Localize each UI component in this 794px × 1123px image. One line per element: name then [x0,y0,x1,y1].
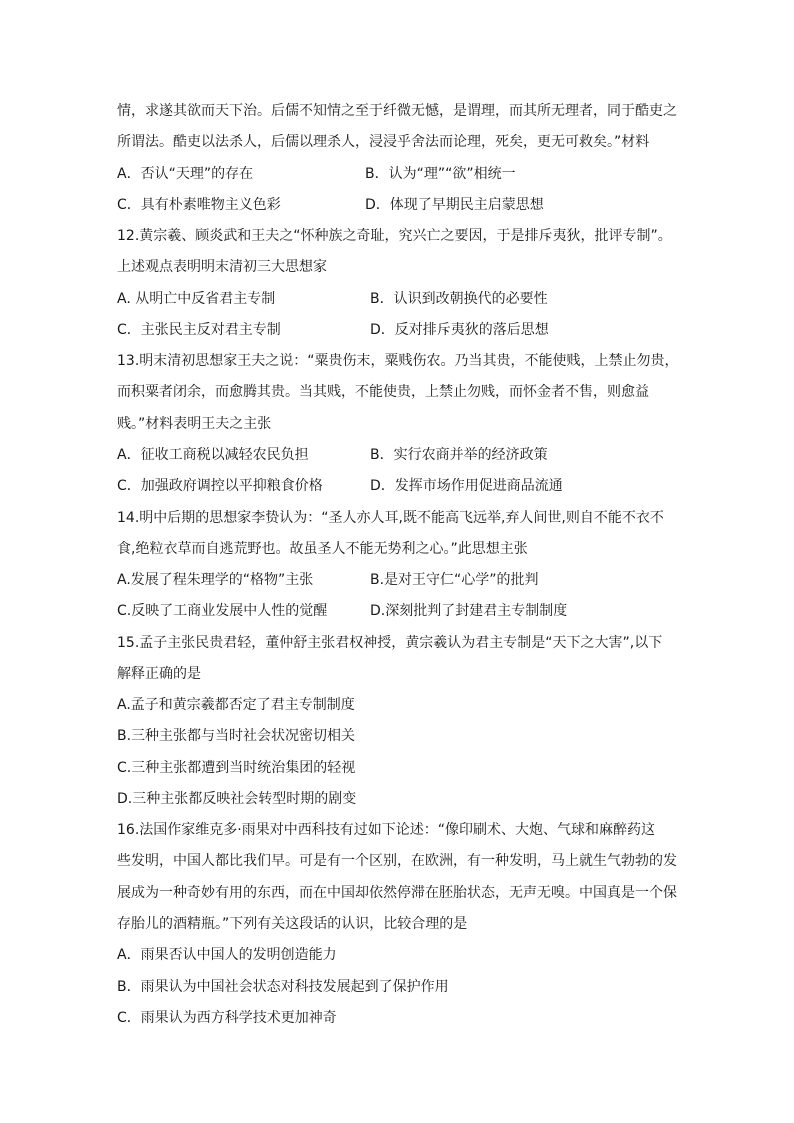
question-13-stem: 而积粟者闭余，而愈腾其贵。当其贱，不能使贵，上禁止勿贱，而怀金者不售，则愈益 [117,384,649,400]
option-c: C．加强政府调控以平抑粮食价格 [117,478,323,494]
question-13-stem: 贱。”材料表明王夫之主张 [117,416,272,432]
question-16-stem: 16.法国作家维克多·雨果对中西科技有过如下论述：“像印刷术、大炮、气球和麻醉药这 [117,822,655,838]
option-c: C．雨果认为西方科学技术更加神奇 [117,1010,337,1026]
option-b: B．认为“理”“欲”相统一 [365,166,516,182]
question-15-stem: 解释正确的是 [117,666,201,682]
option-a: A.孟子和黄宗羲都否定了君主专制制度 [117,697,355,713]
option-c: C．具有朴素唯物主义色彩 [117,197,281,213]
question-14-stem: 食,绝粒衣草而自逃荒野也。故虽圣人不能无势利之心。”此思想主张 [117,541,528,557]
question-16-stem: 些发明，中国人都比我们早。可是有一个区别，在欧洲，有一种发明，马上就生气勃勃的发 [117,853,677,869]
option-d: D.深刻批判了封建君主专制制度 [370,603,568,619]
question-14-stem: 14.明中后期的思想家李贽认为：“圣人亦人耳,既不能高飞远举,弃人间世,则自不能不衣不 [117,510,664,526]
question-16-stem: 存胎儿的酒精瓶。”下列有关这段话的认识，比较合理的是 [117,916,468,932]
option-d: D．反对排斥夷狄的落后思想 [370,322,549,338]
option-a: A. 从明亡中反省君主专制 [117,291,276,307]
option-d: D．发挥市场作用促进商品流通 [370,478,563,494]
option-d: D．体现了早期民主启蒙思想 [365,197,544,213]
option-c: C.反映了工商业发展中人性的觉醒 [117,603,328,619]
option-a: A．否认“天理”的存在 [117,166,254,182]
option-a: A．征收工商税以减轻农民负担 [117,447,309,463]
option-a: A.发展了程朱理学的“格物”主张 [117,572,314,588]
option-b: B．认识到改朝换代的必要性 [370,291,548,307]
question-12-stem: 上述观点表明明末清初三大思想家 [117,259,327,275]
question-15-stem: 15.孟子主张民贵君轻，董仲舒主张君权神授，黄宗羲认为君主专制是“天下之大害”,以下 [117,635,663,651]
question-13-stem: 13.明末清初思想家王夫之说：“粟贵伤末，粟贱伤农。乃当其贵，不能使贱，上禁止勿贵， [117,353,679,369]
option-a: A．雨果否认中国人的发明创造能力 [117,947,337,963]
option-b: B.是对王守仁“心学”的批判 [370,572,539,588]
question-12-stem: 12.黄宗羲、顾炎武和王夫之“怀种族之奇耻，究兴亡之要因，于是排斥夷狄，批评专制”。 [117,228,672,244]
text-line: 所谓法。酷吏以法杀人，后儒以理杀人，浸浸乎舍法而论理，死矣，更无可救矣。”材料 [117,134,650,150]
question-16-stem: 展成为一种奇妙有用的东西，而在中国却依然停滞在胚胎状态，无声无嗅。中国真是一个保 [117,885,677,901]
option-b: B.三种主张都与当时社会状况密切相关 [117,728,356,744]
option-c: C.三种主张都遭到当时统治集团的轻视 [117,760,356,776]
text-line: 情，求遂其欲而天下治。后儒不知情之至于纤微无憾，是谓理，而其所无理者，同于酷吏之 [117,103,677,119]
option-b: B．雨果认为中国社会状态对科技发展起到了保护作用 [117,979,449,995]
option-d: D.三种主张都反映社会转型时期的剧变 [117,791,357,807]
option-b: B．实行农商并举的经济政策 [370,447,548,463]
option-c: C．主张民主反对君主专制 [117,322,281,338]
